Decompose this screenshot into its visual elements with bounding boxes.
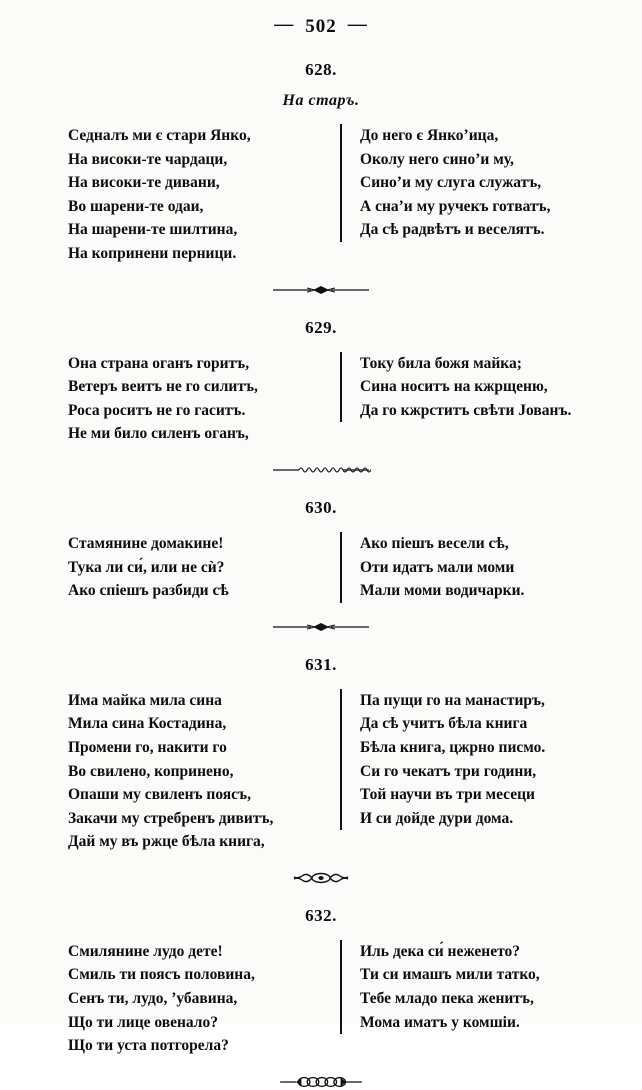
running-head bbox=[0, 0, 642, 40]
verse-column-left bbox=[68, 689, 340, 854]
verse-line: Току била божя майка; bbox=[360, 354, 522, 372]
verse-line: Сенъ ти, лудо, ’убавина, bbox=[68, 990, 238, 1008]
song-number: 629. bbox=[305, 317, 337, 337]
verse-line: На шарени-те шилтина, bbox=[68, 221, 238, 239]
verse-line: Си го чекатъ три години, bbox=[360, 762, 537, 780]
verse-line: На копринени перници. bbox=[68, 244, 237, 262]
song-number: 632. bbox=[305, 905, 337, 925]
verse-line: Дай му въ ржце бѣла книга, bbox=[68, 833, 265, 851]
verse-columns bbox=[0, 352, 642, 446]
verse-line: Ако піешъ весели сѣ, bbox=[360, 534, 509, 552]
verse-column-right bbox=[340, 940, 540, 1034]
verse-line: Да го кжрститъ свѣти Јованъ. bbox=[360, 401, 572, 419]
braided-knot-divider bbox=[0, 1074, 642, 1090]
verse-columns bbox=[0, 532, 642, 603]
verse-line: А сна’и му ручекъ готватъ, bbox=[360, 197, 551, 215]
verse-columns bbox=[0, 689, 642, 854]
thin-flourish-divider bbox=[0, 282, 642, 298]
verse-line: Закачи му стребренъ дивитъ, bbox=[68, 809, 274, 827]
folio-number: 502 bbox=[305, 16, 337, 37]
verse-line: Смилянине лудо дете! bbox=[68, 942, 223, 960]
verse-line: Мила сина Костадина, bbox=[68, 715, 227, 733]
song-block bbox=[0, 60, 642, 298]
song-number: 628. bbox=[305, 60, 337, 79]
verse-column-left bbox=[68, 124, 340, 266]
verse-line: Не ми било силенъ оганъ, bbox=[68, 425, 249, 443]
verse-line: До него є Янко’ица, bbox=[360, 127, 499, 144]
verse-line: Има майка мила сина bbox=[68, 691, 222, 709]
verse-line: Оти идатъ мали моми bbox=[360, 558, 515, 576]
verse-line: Мали моми водичарки. bbox=[360, 582, 525, 600]
scroll-knot-divider bbox=[0, 870, 642, 886]
verse-line: Во шарени-те одаи, bbox=[68, 197, 204, 215]
verse-line: Во свилено, копринено, bbox=[68, 762, 234, 780]
verse-line: Що ти лице овенало? bbox=[68, 1013, 219, 1031]
verse-line: Що ти уста потгорела? bbox=[68, 1037, 229, 1055]
verse-line: Ако спіешъ разбиди сѣ bbox=[68, 582, 229, 600]
verse-line: Той научи въ три месеци bbox=[360, 786, 535, 804]
song-block bbox=[0, 498, 642, 635]
verse-column-right bbox=[340, 689, 545, 831]
verse-line: Бѣла книга, цжрно писмо. bbox=[360, 738, 546, 756]
folio-dash-right: — bbox=[347, 14, 368, 35]
verse-line: Опаши му свиленъ поясъ, bbox=[68, 786, 251, 804]
verse-column-left bbox=[68, 532, 340, 603]
verse-line: Тука ли си́, или не сѝ? bbox=[68, 558, 225, 576]
verse-column-right bbox=[340, 532, 524, 603]
verse-line: Околу него сино’и му, bbox=[360, 150, 514, 168]
song-block bbox=[0, 655, 642, 886]
verse-line: Мома иматъ у комшіи. bbox=[360, 1013, 520, 1031]
verse-line: На високи-те дивани, bbox=[68, 174, 220, 192]
verse-line: И си дойде дури дома. bbox=[360, 809, 514, 827]
songs-container bbox=[0, 60, 642, 1090]
verse-column-right bbox=[340, 352, 571, 423]
verse-column-left bbox=[68, 352, 340, 446]
verse-line: Стамянине домакине! bbox=[68, 534, 224, 552]
song-block bbox=[0, 906, 642, 1090]
verse-line: Роса роситъ не го гаситъ. bbox=[68, 401, 246, 419]
verse-column-right bbox=[340, 124, 550, 242]
verse-line: Она страна оганъ горитъ, bbox=[68, 354, 250, 372]
verse-line: Сина носитъ на кжрщеню, bbox=[360, 378, 548, 396]
verse-line: Промени го, накити го bbox=[68, 738, 227, 756]
verse-line: Иль дека си́ неженето? bbox=[360, 942, 520, 960]
song-number: 630. bbox=[305, 497, 337, 517]
verse-line: Сино’и му слуга служатъ, bbox=[360, 174, 542, 192]
verse-line: Седналъ ми є стари Янко, bbox=[68, 127, 251, 144]
verse-line: Да сѣ учитъ бѣла книга bbox=[360, 715, 528, 733]
verse-line: Ветеръ веитъ не го силитъ, bbox=[68, 378, 258, 396]
song-number: 631. bbox=[305, 654, 337, 674]
verse-line: Ти си имашъ мили татко, bbox=[360, 966, 540, 984]
verse-line: Смиль ти поясъ половина, bbox=[68, 966, 255, 984]
verse-line: Тебе младо пека женитъ, bbox=[360, 990, 534, 1008]
wavy-rule-divider bbox=[0, 462, 642, 478]
verse-line: Па пущи го на манастиръ, bbox=[360, 691, 545, 709]
folio-dash-left: — bbox=[274, 14, 295, 35]
verse-columns bbox=[0, 124, 642, 266]
verse-column-left bbox=[68, 940, 340, 1058]
thin-flourish-divider bbox=[0, 619, 642, 635]
verse-line: Да сѣ радвѣтъ и веселятъ. bbox=[360, 221, 545, 239]
song-title: На старъ. bbox=[282, 92, 360, 109]
song-block bbox=[0, 318, 642, 478]
verse-line: На високи-те чардаци, bbox=[68, 150, 228, 168]
verse-columns bbox=[0, 940, 642, 1058]
